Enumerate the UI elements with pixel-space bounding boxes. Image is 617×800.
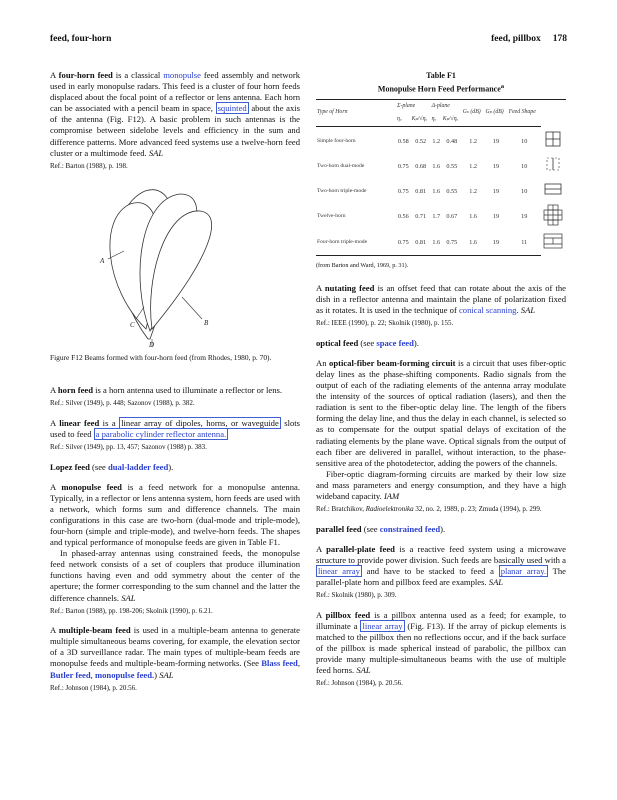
table-row: Two-horn dual-mode 0.75 0.68 1.6 0.55 1.2 19 10 [316,154,566,179]
entry-linear-feed: A linear feed is a linear array of dipoles, horns, or waveguide slots used to feed a parabolic cylinder reflector antenna. Ref.: Silver (1949), pp. 13, 457; Sazonov (1988) p. 383. [50,417,300,452]
highlight-squinted[interactable]: squinted [217,103,247,114]
beam-label-b: B [204,319,209,328]
entry-nutating-feed: A nutating feed is an offset feed that can rotate about the axis of the dish in a reflector antenna and maintain the plane of polarization fixed as it rotates. It is used in the technique of conical scanning. SAL Ref.: IEEE (1990), p. 22; Skolnik (1980), p. 155. [316,283,566,328]
term: four-horn feed [58,70,113,80]
table-subtitle: Monopulse Horn Feed Performance$^a$ [377,83,505,94]
table-row: Four-horn triple-mode 0.75 0.81 1.6 0.75 1.6 19 11 [316,230,566,256]
reference: Ref.: Barton (1988), p. 198. [50,161,128,170]
link-constrained-feed[interactable]: constrained feed [379,523,441,534]
highlight-linear-array[interactable]: linear array [362,620,403,631]
feed-shape-four-square [545,131,561,147]
entry-pillbox-feed: A pillbox feed is a pillbox antenna used as a feed; for example, to illuminate a linear array (Fig. F13). If the array of pickup elements is matched to the pillbox then no reflections occur, and if the back surface of the pillbox is made spherical instead of parabolic, the pillbox can provide many multiple-simultaneous beams with the use of multiple feed horns. SAL Ref.: Johnson (1984), p. 20.56. [316,609,566,688]
table-row: Simple four-horn 0.58 0.52 1.2 0.48 1.2 19 10 [316,129,566,154]
right-column [316,70,566,689]
entry-multiple-beam-feed: A multiple-beam feed is used in a multiple-beam antenna to generate multiple simultaneous beams covering, for example, the elevation sector of a 3D surveillance radar. The main types of multiple-beam feeds are monopulse feeds and multiple-beam-forming networks. (See Blass feed, Butler feed, monopulse feed.) SAL Ref.: Johnson (1984), p. 20.56. [50,625,300,692]
running-header-left: feed, four-horn [50,34,112,44]
table-row: Two-horn triple-mode 0.75 0.81 1.6 0.55 1.2 19 10 [316,179,566,204]
table-title: Table F1 [426,71,456,80]
highlight-planar-array[interactable]: planar array. [500,565,547,576]
performance-table: Type of Horn Σ-plane Δ-plane Gₛ (dB) Gₚ (dB) Feed Shape ηₐ Kₚ/√ηₐ ηₐ Kₚ/√ηₐ Simple four-horn 0.58 0.52 1.2 0.48 1.2 19 10 Two-horn dual-mode 0.75 0.68 1.6 0.55 1.2 19 10 Two-horn triple-mode 0.75 0.81 1.6 0.55 1.2 19 10 Twelve-horn 0.56 0.71 1.7 0.67 1.6 19 19 Four-horn triple-mode 0.75 0.81 1.6 0.75 1.6 19 11 [316,100,566,258]
left-column [50,70,300,693]
table-f1 [316,70,566,271]
figure-f12 [50,179,300,349]
link-dual-ladder-feed[interactable]: dual-ladder feed [108,461,169,472]
highlight-parabolic-cylinder[interactable]: a parabolic cylinder reflector antenna. [95,428,227,439]
beam-label-a: A [100,257,105,266]
link-conical-scanning[interactable]: conical scanning [458,305,517,316]
table-source: (from Barton and Ward, 1969, p. 31). [316,261,409,269]
link-blass-feed[interactable]: Blass feed [261,658,298,669]
link-monopulse-feed[interactable]: monopulse feed. [94,669,155,680]
link-monopulse[interactable]: monopulse [163,70,201,80]
feed-shape-twelve-horn [543,204,563,226]
entry-optical-feed: optical feed (see space feed). [316,337,419,348]
feed-shape-two-horn [545,156,561,172]
page-number: 178 [552,34,567,44]
table-row: Twelve-horn 0.56 0.71 1.7 0.67 1.6 19 19 [316,204,566,230]
figure-caption: Figure F12 Beams formed with four-horn feed (from Rhodes, 1980, p. 70). [50,353,272,363]
entry-four-horn-feed: A four-horn feed is a classical monopulse feed assembly and network used in early monopulse radars. This feed is a cluster of four horn feeds displaced about the focal point of a reflector or lens antenna. Each horn can be associated with a pencil beam in space, squinted about the axis of the antenna (Fig. F12). A basic problem in such antennas is the compromise between sidelobe levels and efficiency in the sum and difference patterns. More advanced feed systems use a twelve-horn feed cluster or a multimode feed. SAL Ref.: Barton (1988), p. 198. [50,70,300,170]
feed-shape-four-horn-triple [543,233,563,249]
running-header-right: feed, pillbox 178 [491,34,567,44]
entry-parallel-feed: parallel feed (see constrained feed). [316,523,446,534]
entry-optical-fiber-circuit: An optical-fiber beam-forming circuit is a circuit that uses fiber-optic delay lines as the phase-shifting components. Radio signals from the output of each of the radiating elements of the antenna array modulate the intensity of the sources of optical radiation (lasers), and then the radiation is sent to the fiber-optic delay line. The length of the fibers forming the delay line, and thus the delay in each channel, is selected so as to compensate for the output spatial delays of excitation of the radiating elements by the plane wave. Optical signals from the output of each fiber are delivered in parallel, without interaction, to the phase-sensitive area of the photodetector, adding the powers of the channels. Fiber-optic diagram-forming circuits are marked by their low size and mass parameters and energy consumption, and they have a high wideband capacity. IAM Ref.: Bratchikov, Radioelektronika 32, no. 2, 1989, p. 23; Zmuda (1994), p. 299. [316,357,566,514]
entry-parallel-plate-feed: A parallel-plate feed is a reactive feed system using a microwave structure to provide power division. Such feeds are basically used with a linear array and have to be stacked to feed a planar array. The parallel-plate horn and pillbox feed are examples. SAL Ref.: Skolnik (1980), p. 309. [316,543,567,600]
entry-lopez-feed: Lopez feed (see dual-ladder feed). [50,461,174,472]
entry-monopulse-feed: A monopulse feed is a feed network for a monopulse antenna. Typically, in a reflector or lens antenna system, horn feeds are used with a network, which forms sum and difference channels. The main configurations in this case are two-horn (dual-mode and triple-mode), four-horn (simple and triple-mode), and twelve-horn feeds. The shapes and typical performance of monopulse feeds are given in Table F1. In phased-array antennas using constrained feeds, the monopulse feed network consists of a set of couplers that produce illumination functions having even and odd symmetry about the center of the aperture; the former corresponding to the sum channel and the latter the difference channels. SAL Ref.: Barton (1988), pp. 198-206; Skolnik (1990), p. 6.21. [50,481,300,615]
beam-label-c: C [130,321,135,330]
link-butler-feed[interactable]: Butler feed [50,669,91,680]
highlight-linear-array[interactable]: linear array [318,565,360,576]
link-space-feed[interactable]: space feed [376,337,414,348]
feed-shape-two-horn-triple [544,182,562,196]
entry-horn-feed: A horn feed is a horn antenna used to illuminate a reflector or lens. Ref.: Silver (1949), p. 448; Sazonov (1988), p. 382. [50,385,282,408]
beam-label-d: D [149,341,155,350]
four-beam-illustration [50,179,300,349]
highlight-linear-array[interactable]: linear array of dipoles, horns, or waveguide [121,417,279,428]
